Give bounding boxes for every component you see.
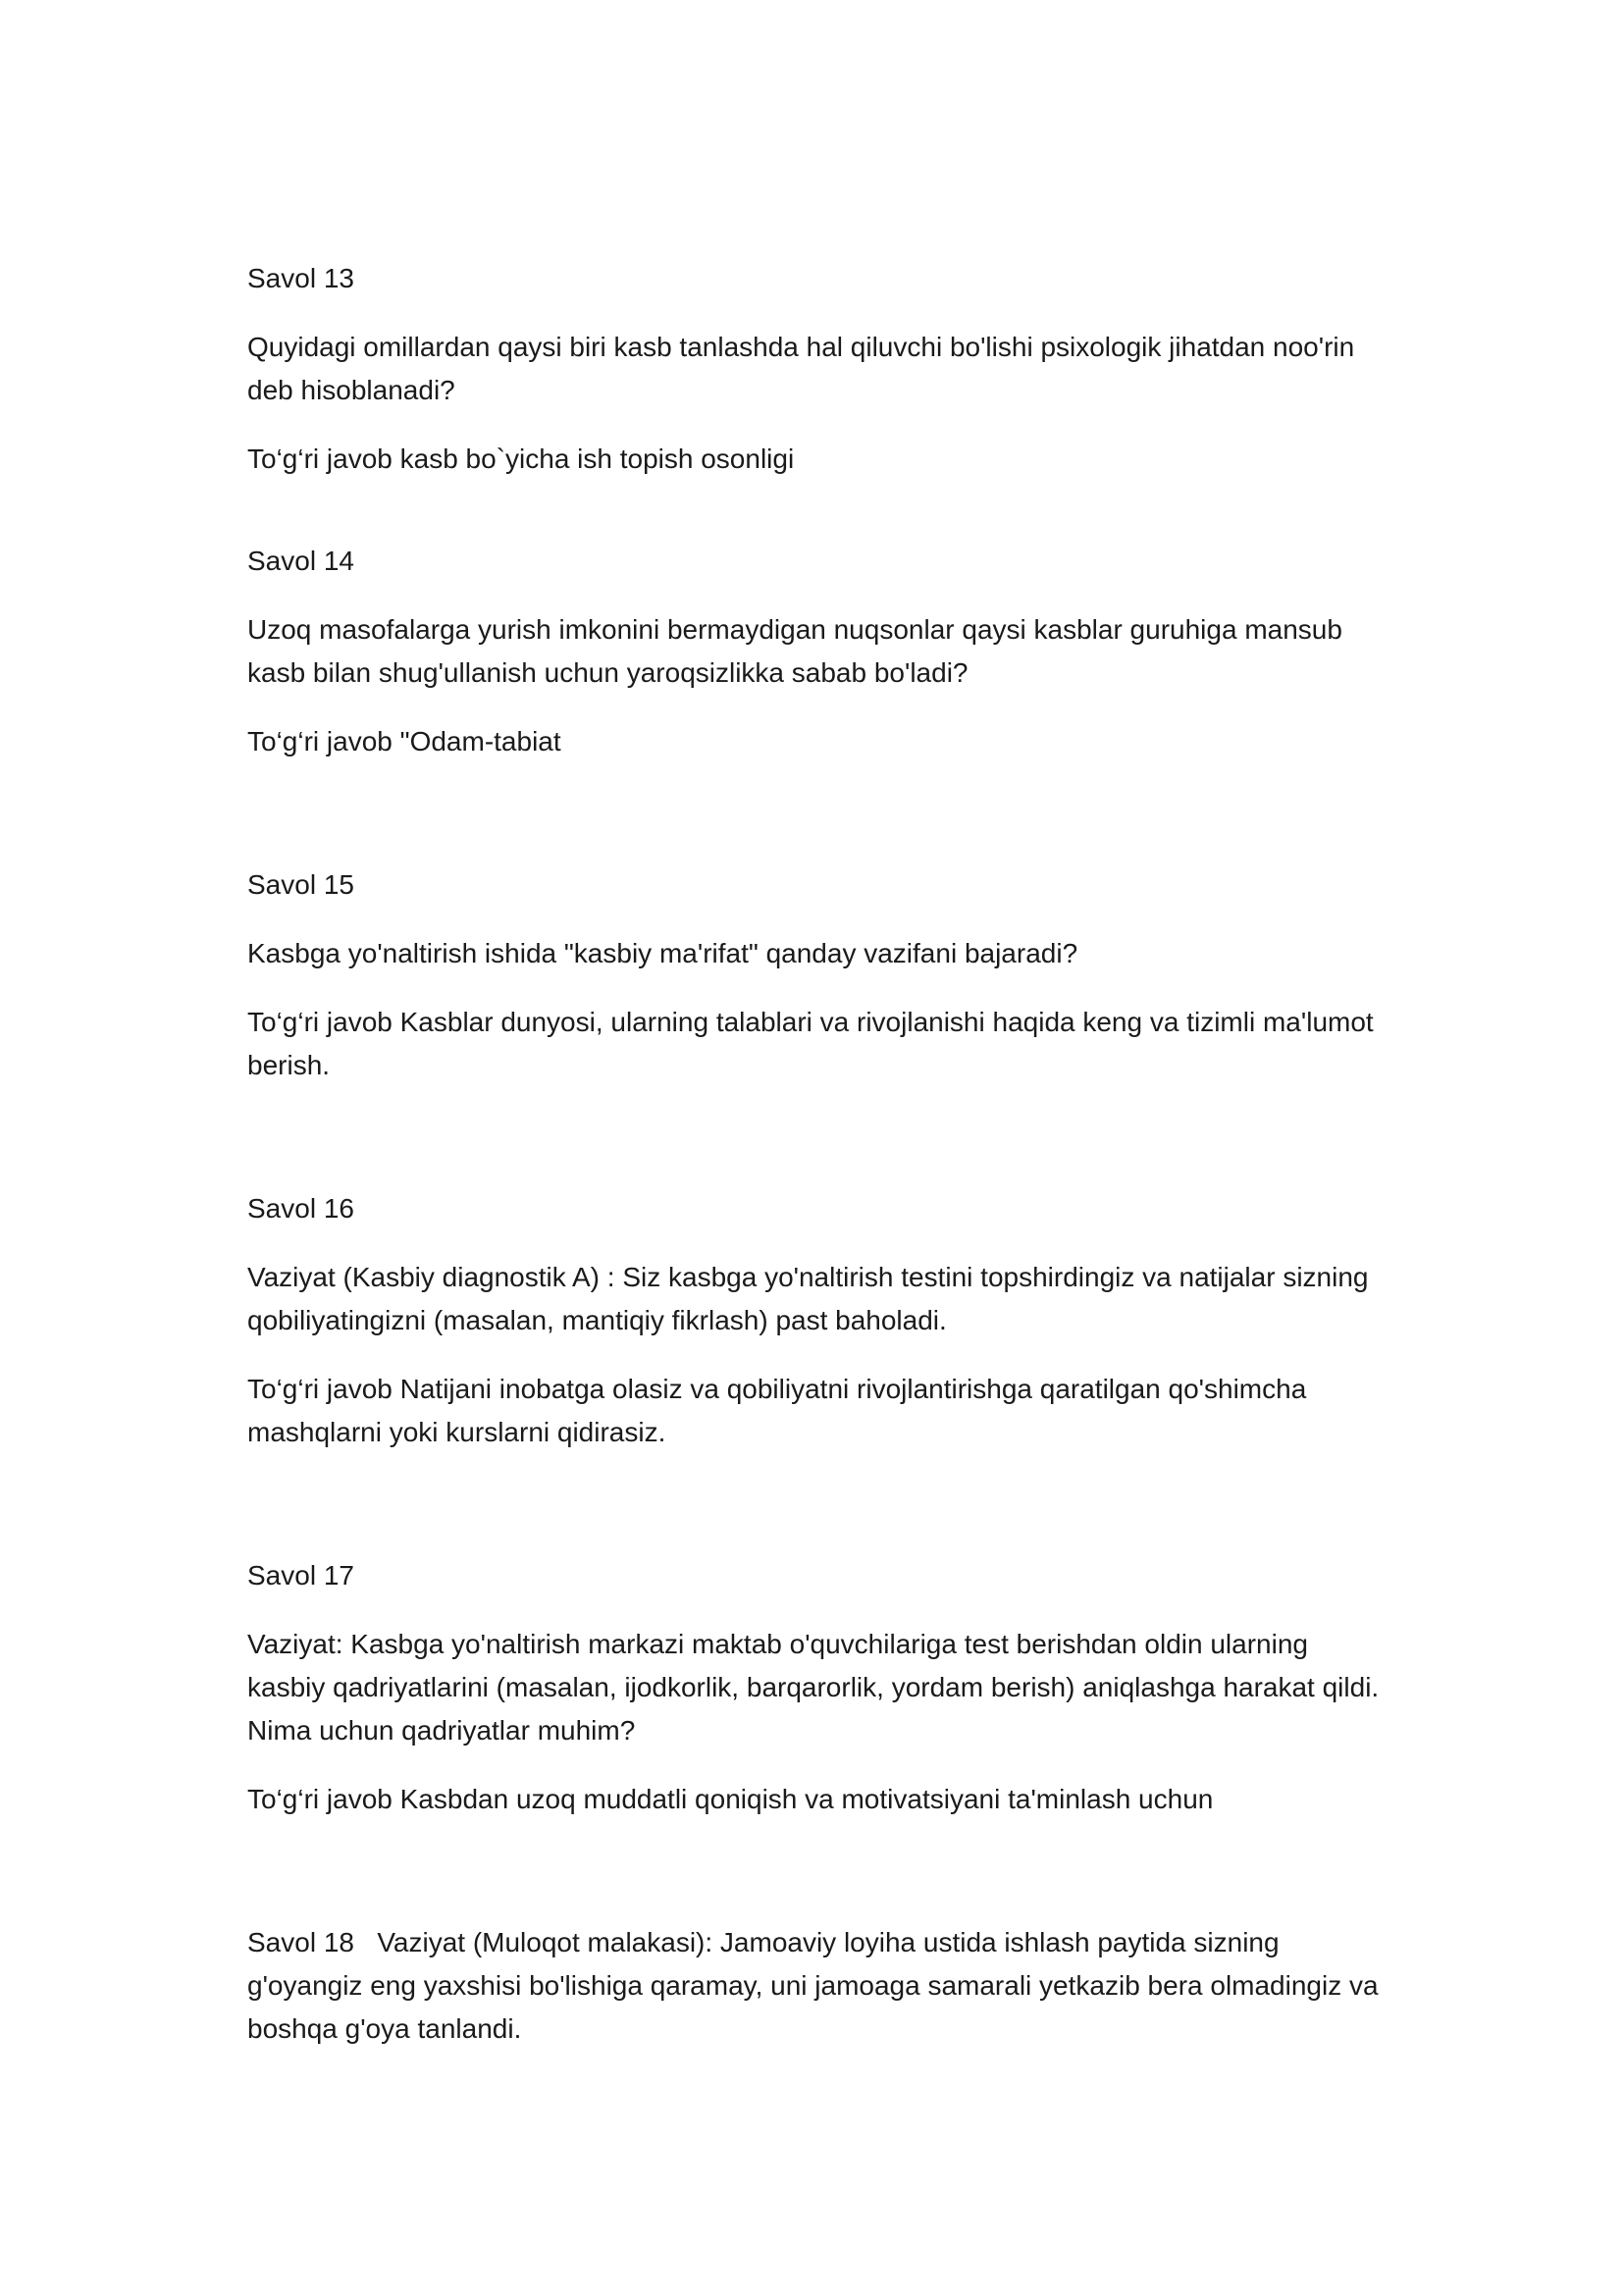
question-title: Savol 15 [247, 869, 354, 900]
question-title: Savol 14 [247, 546, 354, 576]
question-text: Kasbga yo'naltirish ishida "kasbiy ma'rifat" qanday vazifani bajaradi? [247, 938, 1078, 968]
question-inline [247, 1921, 1386, 2051]
question-title: Savol 17 [247, 1560, 354, 1591]
question-block-15 [247, 863, 1386, 1087]
question-block-17 [247, 1554, 1386, 1821]
question-title: Savol 16 [247, 1193, 354, 1224]
question-block-18 [247, 1921, 1386, 2051]
answer-text: To‘g‘ri javob Natijani inobatga olasiz va qobiliyatni rivojlantirishga qaratilgan qo'shimcha mashqlarni yoki kurslarni qidirasiz. [247, 1374, 1307, 1447]
question-title: Savol 18 [247, 1927, 354, 1957]
question-block-14 [247, 540, 1386, 763]
question-block-16 [247, 1187, 1386, 1454]
answer-text: To‘g‘ri javob "Odam-tabiat [247, 726, 561, 756]
question-text: Vaziyat (Muloqot malakasi): Jamoaviy loyiha ustida ishlash paytida sizning g'oyangiz eng yaxshisi bo'lishiga qaramay, uni jamoaga samarali yetkazib bera olmadingiz va boshqa g'oya tanlandi. [247, 1927, 1379, 2044]
document-page [247, 257, 1386, 2076]
answer-text: To‘g‘ri javob Kasbdan uzoq muddatli qoniqish va motivatsiyani ta'minlash uchun [247, 1784, 1214, 1814]
question-block-13 [247, 257, 1386, 481]
answer-text: To‘g‘ri javob kasb bo`yicha ish topish osonligi [247, 443, 795, 474]
question-text: Uzoq masofalarga yurish imkonini bermaydigan nuqsonlar qaysi kasblar guruhiga mansub kasb bilan shug'ullanish uchun yaroqsizlikka sabab bo'ladi? [247, 614, 1342, 688]
question-text: Vaziyat (Kasbiy diagnostik A) : Siz kasbga yo'naltirish testini topshirdingiz va natijalar sizning qobiliyatingizni (masalan, mantiqiy fikrlash) past baholadi. [247, 1262, 1369, 1335]
question-title: Savol 13 [247, 263, 354, 293]
answer-text: To‘g‘ri javob Kasblar dunyosi, ularning talablari va rivojlanishi haqida keng va tizimli ma'lumot berish. [247, 1007, 1374, 1080]
question-text: Vaziyat: Kasbga yo'naltirish markazi maktab o'quvchilariga test berishdan oldin ularning kasbiy qadriyatlarini (masalan, ijodkorlik, barqarorlik, yordam berish) aniqlashga harakat qildi. Nima uchun qadriyatlar muhim? [247, 1629, 1380, 1746]
question-text: Quyidagi omillardan qaysi biri kasb tanlashda hal qiluvchi bo'lishi psixologik jihatdan noo'rin deb hisoblanadi? [247, 332, 1355, 405]
